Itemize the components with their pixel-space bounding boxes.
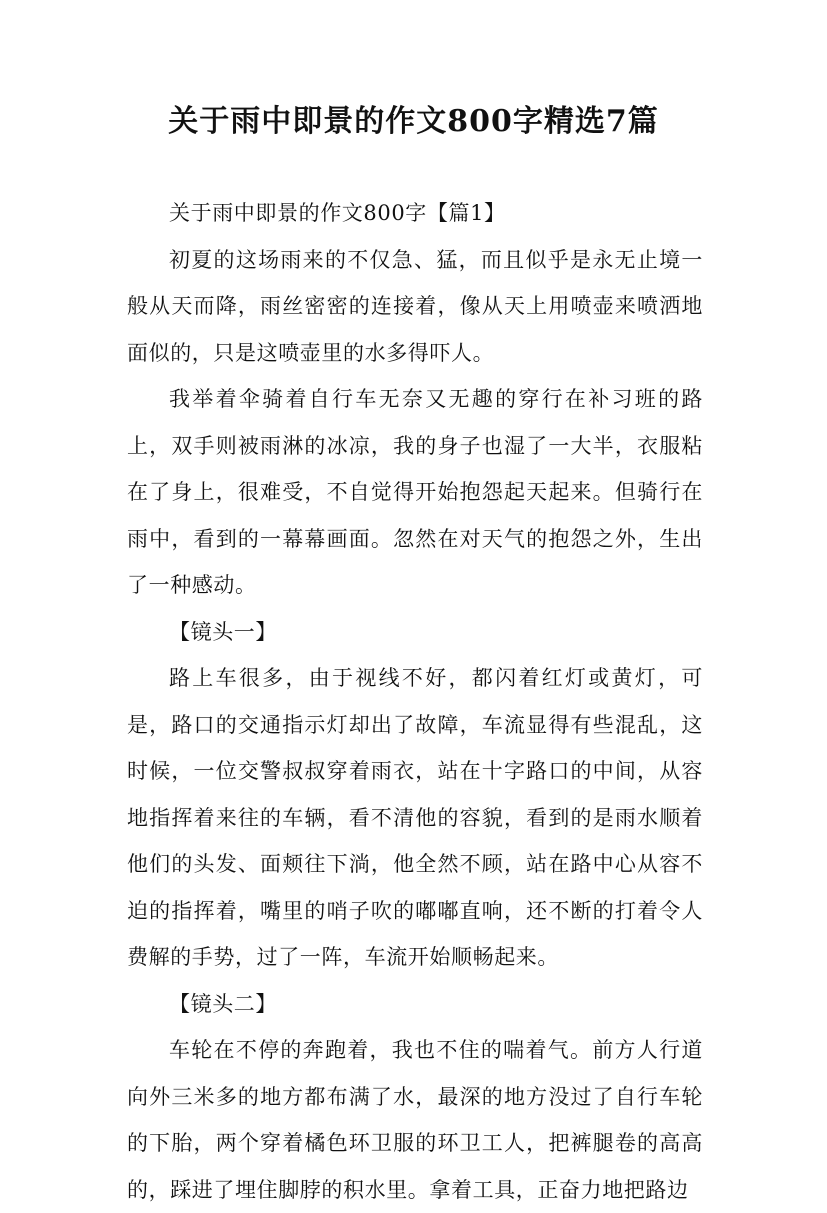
paragraph-3: 路上车很多，由于视线不好，都闪着红灯或黄灯，可是，路口的交通指示灯却出了故障，车流显得有些混乱，这时候，一位交警叔叔穿着雨衣，站在十字路口的中间，从容地指挥着来往的车辆，看不清他的容貌，看到的是雨水顺着他们的头发、面颊往下淌，他全然不顾，站在路中心从容不迫的指挥着，嘴里的哨子吹的嘟嘟直响，还不断的打着令人费解的手势，过了一阵，车流开始顺畅起来。 <box>127 666 703 969</box>
paragraph-1: 初夏的这场雨来的不仅急、猛，而且似乎是永无止境一般从天而降，雨丝密密的连接着，像从天上用喷壶来喷洒地面似的，只是这喷壶里的水多得吓人。 <box>127 247 703 365</box>
section-heading-1: 关于雨中即景的作文800字【篇1】 <box>169 201 506 225</box>
paragraph-2: 我举着伞骑着自行车无奈又无趣的穿行在补习班的路上，双手则被雨淋的冰凉，我的身子也湿了一大半，衣服粘在了身上，很难受，不自觉得开始抱怨起天起来。但骑行在雨中，看到的一幕幕画面。忽然在对天气的抱怨之外，生出了一种感动。 <box>127 387 703 597</box>
document-body <box>127 190 703 1213</box>
scene-heading-1: 【镜头一】 <box>169 619 277 644</box>
scene-heading-2: 【镜头二】 <box>169 991 277 1016</box>
document-title: 关于雨中即景的作文800字精选7篇 <box>168 104 659 139</box>
paragraph-4: 车轮在不停的奔跑着，我也不住的喘着气。前方人行道向外三米多的地方都布满了水，最深的地方没过了自行车轮的下胎，两个穿着橘色环卫服的环卫工人，把裤腿卷的高高的，踩进了埋住脚脖的积水里。拿着工具，正奋力地把路边 <box>127 1038 703 1202</box>
